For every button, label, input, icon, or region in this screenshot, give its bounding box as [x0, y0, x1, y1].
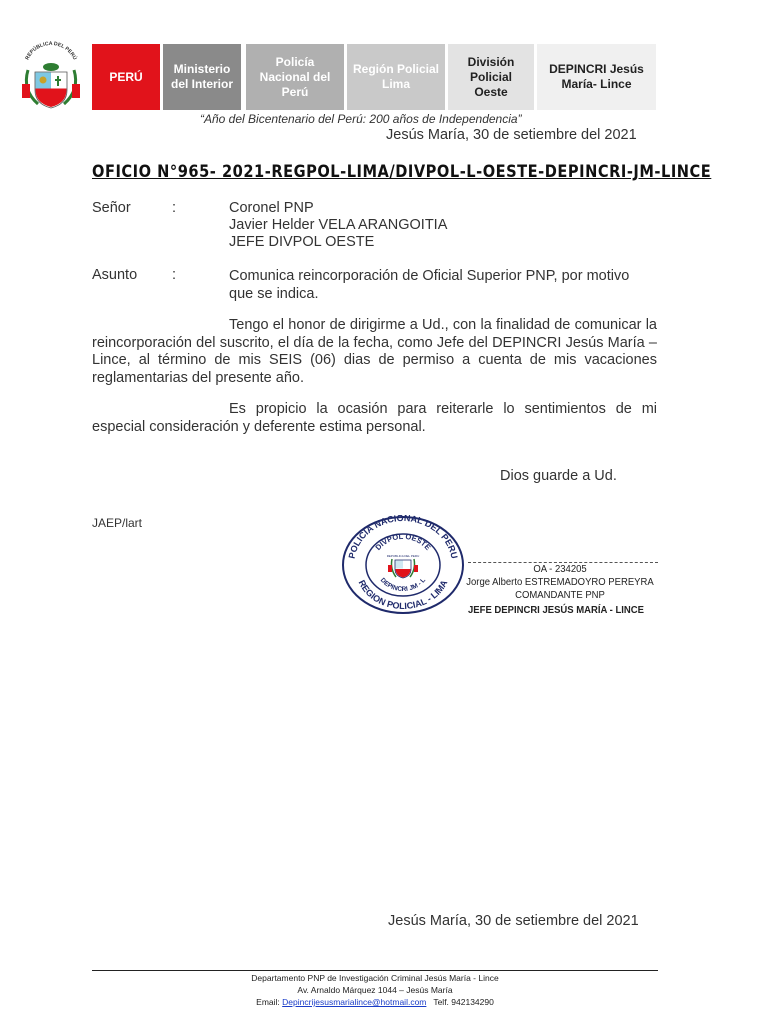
- subject-line-1: Comunica reincorporación de Oficial Superior PNP, por motivo: [229, 268, 630, 284]
- header-depincri-box: DEPINCRI Jesús María- Lince: [537, 44, 656, 110]
- body-paragraph-1: Tengo el honor de dirigirme a Ud., con la finalidad de comunicar la reincorporación del suscrito, el día de la fecha, como Jefe del DEPINCRI Jesús María – Lince, al término de mis SEIS (06) dias de permiso a cuenta de mis vacaciones reglamentarias del presente año.: [92, 317, 657, 386]
- peru-coat-of-arms-logo: [18, 40, 84, 112]
- signature-code: OA - 234205: [533, 564, 587, 575]
- police-seal-stamp: [340, 515, 465, 615]
- svg-text:REPUBLICA DEL PERU: REPUBLICA DEL PERU: [386, 554, 420, 558]
- header-peru-box: PERÚ: [92, 44, 160, 110]
- svg-text:DIVPOL OESTE: DIVPOL OESTE: [373, 531, 433, 552]
- oficio-title: OFICIO N°965- 2021-REGPOL-LIMA/DIVPOL-L-OESTE-DEPINCRI-JM-LINCE: [92, 162, 712, 182]
- document-date-bottom: Jesús María, 30 de setiembre del 2021: [388, 913, 639, 929]
- header-divpol-box: División Policial Oeste: [448, 44, 534, 110]
- closing-line: Dios guarde a Ud.: [500, 468, 617, 484]
- footer-email-label: Email:: [256, 997, 280, 1007]
- addressee-line-1: Coronel PNP: [229, 200, 314, 216]
- addressee-line-2: Javier Helder VELA ARANGOITIA: [229, 217, 448, 233]
- svg-text:DEPINCRI JM - L: DEPINCRI JM - L: [378, 576, 428, 594]
- svg-text:POLICIA NACIONAL DEL PERU: POLICIA NACIONAL DEL PERU: [346, 515, 460, 560]
- subject-colon: :: [172, 267, 177, 283]
- document-date: Jesús María, 30 de setiembre del 2021: [386, 127, 637, 143]
- footer-phone: Telf. 942134290: [433, 997, 494, 1007]
- signature-line: [468, 562, 658, 563]
- svg-text:REGION POLICIAL - LIMA: REGION POLICIAL - LIMA: [356, 578, 450, 612]
- subject-label: Asunto: [92, 267, 138, 283]
- addressee-line-3: JEFE DIVPOL OESTE: [229, 234, 375, 250]
- subject-line-2: que se indica.: [229, 286, 319, 302]
- signature-rank: COMANDANTE PNP: [515, 590, 605, 601]
- addressee-colon: :: [172, 200, 177, 216]
- footer-contact: [92, 997, 658, 1007]
- footer-address: Av. Arnaldo Márquez 1044 – Jesús María: [297, 985, 453, 995]
- bicentenario-motto: “Año del Bicentenario del Perú: 200 años de Independencia”: [200, 112, 522, 126]
- header-pnp-box: Policía Nacional del Perú: [246, 44, 344, 110]
- body-paragraph-2: Es propicio la ocasión para reiterarle lo sentimientos de mi especial consideración y deferente estima personal.: [92, 401, 657, 435]
- header-region-box: Región Policial Lima: [347, 44, 445, 110]
- footer-email-link[interactable]: Depincrijesusmarialince@hotmail.com: [282, 997, 427, 1007]
- svg-text:REPÚBLICA DEL PERÚ: REPÚBLICA DEL PERÚ: [24, 40, 78, 62]
- addressee-label: Señor: [92, 200, 131, 216]
- footer-divider: [92, 970, 658, 971]
- header-ministerio-box: Ministerio del Interior: [163, 44, 241, 110]
- initials: JAEP/lart: [92, 516, 143, 530]
- footer-department: Departamento PNP de Investigación Criminal Jesús María - Lince: [251, 973, 499, 983]
- signature-name: Jorge Alberto ESTREMADOYRO PEREYRA: [466, 577, 654, 588]
- signature-position: JEFE DEPINCRI JESÚS MARÍA - LINCE: [468, 605, 644, 616]
